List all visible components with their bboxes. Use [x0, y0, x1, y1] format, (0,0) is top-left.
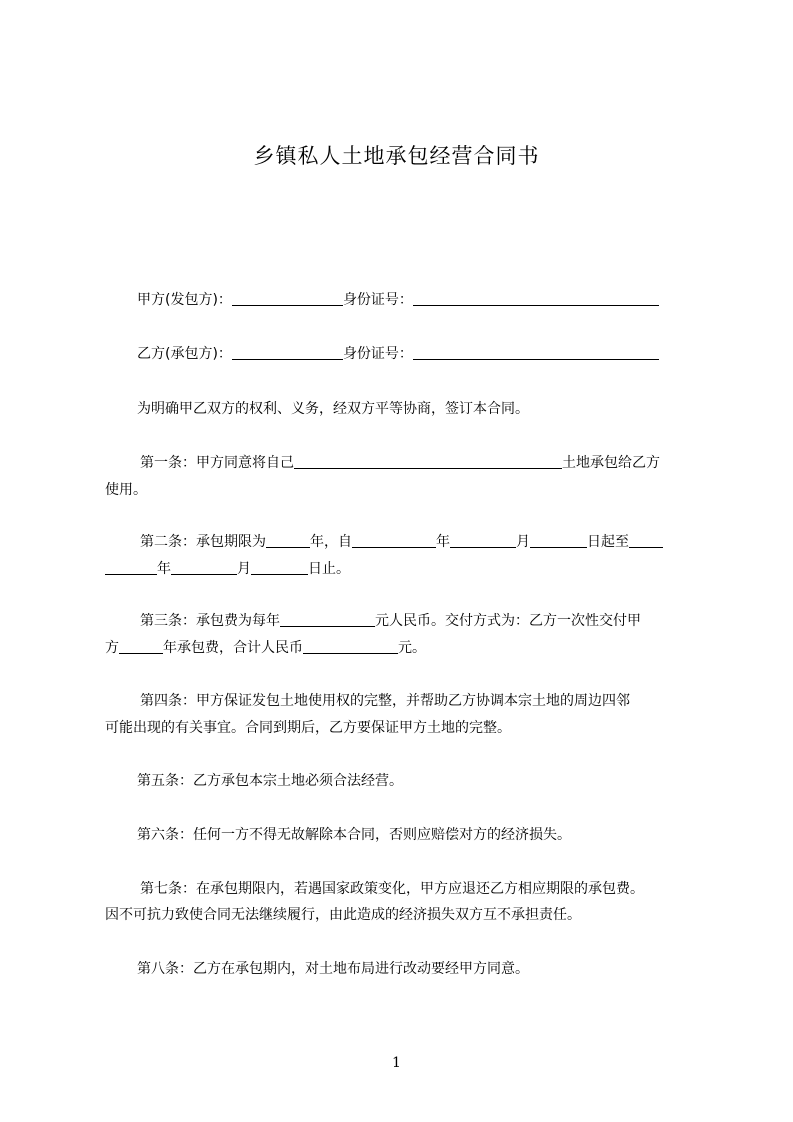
- article-5: 第五条：乙方承包本宗土地必须合法经营。: [137, 773, 403, 789]
- article-1-line-2: 使用。: [105, 482, 147, 498]
- article-1-line-1: [140, 449, 660, 477]
- article-3-annual-fee-blank[interactable]: [280, 610, 375, 627]
- party-a-name-blank[interactable]: [232, 289, 343, 306]
- article-3-text-b: 元人民币。交付方式为：乙方一次性交付甲: [375, 613, 641, 629]
- article-2-end-year-blank-part1[interactable]: [629, 531, 663, 548]
- document-title: 乡镇私人土地承包经营合同书: [253, 144, 540, 168]
- article-3-text-c: 方: [105, 640, 119, 656]
- article-2-text-h: 日止。: [308, 561, 350, 577]
- page-number: 1: [392, 1055, 401, 1071]
- article-8: 第八条：乙方在承包期内，对土地布局进行改动要经甲方同意。: [137, 961, 529, 977]
- article-2-text-a: 第二条：承包期限为: [140, 534, 266, 550]
- article-2-years-blank[interactable]: [266, 531, 310, 548]
- article-3-total-blank[interactable]: [303, 637, 398, 654]
- party-b-name-blank[interactable]: [232, 343, 343, 360]
- article-1-text-a: 第一条：甲方同意将自己: [140, 455, 294, 471]
- article-2-line-2: [105, 555, 350, 583]
- party-a-id-blank[interactable]: [413, 289, 659, 306]
- party-b-id-blank[interactable]: [413, 343, 659, 360]
- article-2-start-year-blank[interactable]: [352, 531, 436, 548]
- article-2-end-day-blank[interactable]: [251, 558, 308, 575]
- party-a-line: [137, 286, 659, 314]
- article-3-text-d: 年承包费，合计人民币: [163, 640, 303, 656]
- article-6: 第六条：任何一方不得无故解除本合同，否则应赔偿对方的经济损失。: [137, 827, 571, 843]
- intro-paragraph: 为明确甲乙双方的权利、义务，经双方平等协商，签订本合同。: [137, 401, 529, 417]
- article-7-line-1: 第七条：在承包期限内，若遇国家政策变化，甲方应退还乙方相应期限的承包费。: [140, 881, 644, 897]
- article-3-text-e: 元。: [398, 640, 426, 656]
- article-2-text-e: 日起至: [587, 534, 629, 550]
- article-2-text-c: 年: [436, 534, 450, 550]
- article-2-line-1: [140, 528, 663, 556]
- article-4-line-1: 第四条：甲方保证发包土地使用权的完整，并帮助乙方协调本宗土地的周边四邻: [140, 693, 630, 709]
- party-b-id-label: 身份证号：: [342, 346, 413, 362]
- party-b-line: [137, 340, 659, 368]
- article-1-land-blank[interactable]: [294, 452, 562, 469]
- article-2-text-b: 年，自: [310, 534, 352, 550]
- party-a-id-label: 身份证号：: [342, 292, 413, 308]
- article-3-line-2: [105, 634, 426, 662]
- article-2-start-month-blank[interactable]: [450, 531, 516, 548]
- article-2-text-g: 月: [237, 561, 251, 577]
- article-4-line-2: 可能出现的有关事宜。合同到期后，乙方要保证甲方土地的完整。: [105, 720, 511, 736]
- article-3-text-a: 第三条：承包费为每年: [140, 613, 280, 629]
- party-b-label: 乙方(承包方)：: [137, 346, 232, 362]
- article-3-line-1: [140, 607, 641, 635]
- party-a-label: 甲方(发包方)：: [137, 292, 232, 308]
- article-1-text-b: 土地承包给乙方: [562, 455, 660, 471]
- article-2-end-month-blank[interactable]: [171, 558, 237, 575]
- article-3-years-blank[interactable]: [119, 637, 163, 654]
- article-2-text-f: 年: [157, 561, 171, 577]
- article-2-start-day-blank[interactable]: [530, 531, 587, 548]
- article-7-line-2: 因不可抗力致使合同无法继续履行，由此造成的经济损失双方互不承担责任。: [105, 907, 581, 923]
- article-2-end-year-blank-part2[interactable]: [105, 558, 157, 575]
- article-2-text-d: 月: [516, 534, 530, 550]
